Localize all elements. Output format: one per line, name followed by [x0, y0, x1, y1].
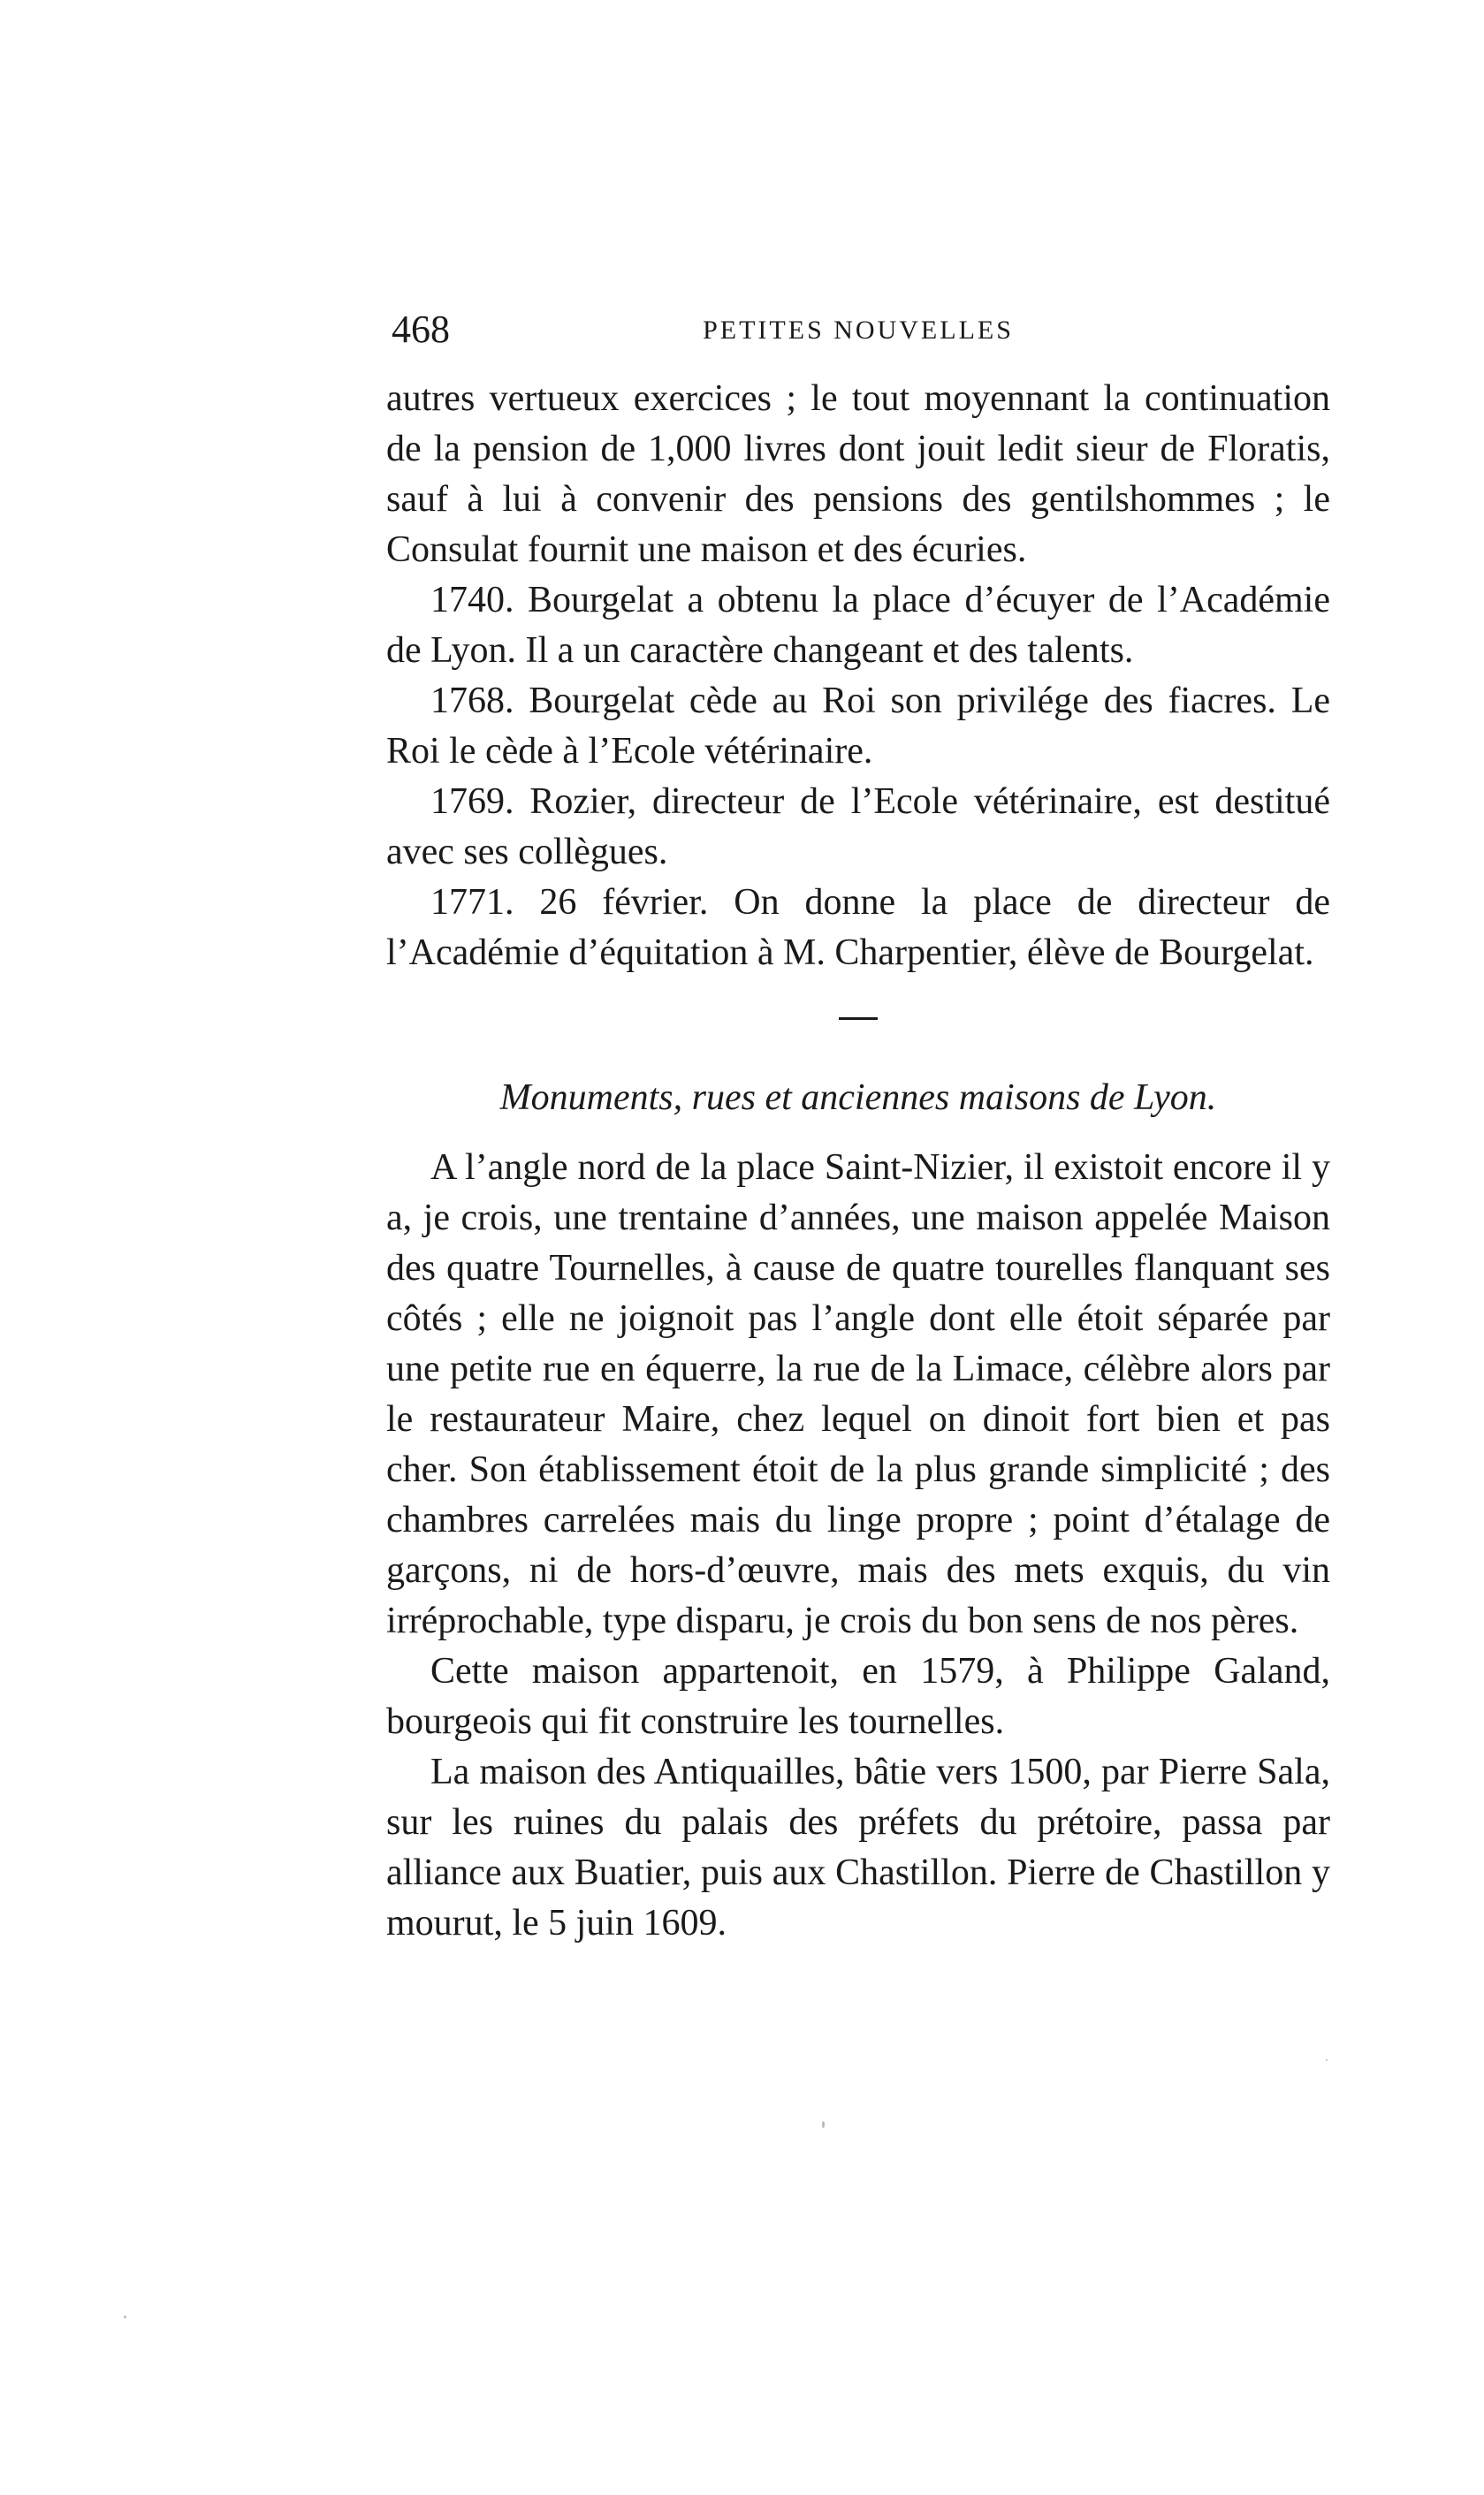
- paragraph-1769: 1769. Rozier, directeur de l’Ecole vétérinaire, est destitué avec ses collègues.: [386, 781, 1330, 872]
- paragraph-1740: 1740. Bourgelat a obtenu la place d’écuyer de l’Académie de Lyon. Il a un caractère changeant et des talents.: [386, 580, 1330, 671]
- paragraph-philippe-galand: Cette maison appartenoit, en 1579, à Philippe Galand, bourgeois qui fit construire les tournelles.: [386, 1651, 1330, 1742]
- page-number: 468: [392, 308, 450, 351]
- running-head: [386, 305, 1330, 358]
- paragraph-1771: 1771. 26 février. On donne la place de directeur de l’Académie d’équitation à M. Charpentier, élève de Bourgelat.: [386, 882, 1330, 973]
- section-title: Monuments, rues et anciennes maisons de Lyon.: [499, 1077, 1217, 1118]
- running-title: PETITES NOUVELLES: [703, 316, 1014, 345]
- section-divider: [839, 1017, 878, 1020]
- paragraph-antiquailles: La maison des Antiquailles, bâtie vers 1500, par Pierre Sala, sur les ruines du palais des préfets du prétoire, passa par alliance aux Buatier, puis aux Chastillon. Pierre de Chastillon y mourut, le 5 juin 1609.: [386, 1752, 1330, 1944]
- book-page: [386, 305, 1330, 1949]
- paragraph-quatre-tournelles: A l’angle nord de la place Saint-Nizier, il existoit encore il y a, je crois, une trentaine d’années, une maison appelée Maison des quatre Tournelles, à cause de quatre tourelles flanquant ses côtés ; elle ne joignoit pas l’angle dont elle étoit séparée par une petite rue en équerre, la rue de la Limace, célèbre alors par le restaurateur Maire, chez lequel on dinoit fort bien et pas cher. Son établissement étoit de la plus grande simplicité ; des chambres carrelées mais du linge propre ; point d’étalage de garçons, ni de hors-d’œuvre, mais des mets exquis, du vin irréprochable, type disparu, je crois du bon sens de nos pères.: [386, 1147, 1330, 1641]
- scan-speck: [124, 2316, 126, 2318]
- scan-speck: [1326, 2059, 1328, 2061]
- paragraph-continuation: autres vertueux exercices ; le tout moyennant la continuation de la pension de 1,000 livres dont jouit ledit sieur de Floratis, sauf à lui à convenir des pensions des gentilshommes ; le Consulat fournit une maison et des écuries.: [386, 378, 1330, 570]
- scan-speck: [822, 2121, 825, 2128]
- paragraph-1768: 1768. Bourgelat cède au Roi son privilége des fiacres. Le Roi le cède à l’Ecole vétérinaire.: [386, 681, 1330, 772]
